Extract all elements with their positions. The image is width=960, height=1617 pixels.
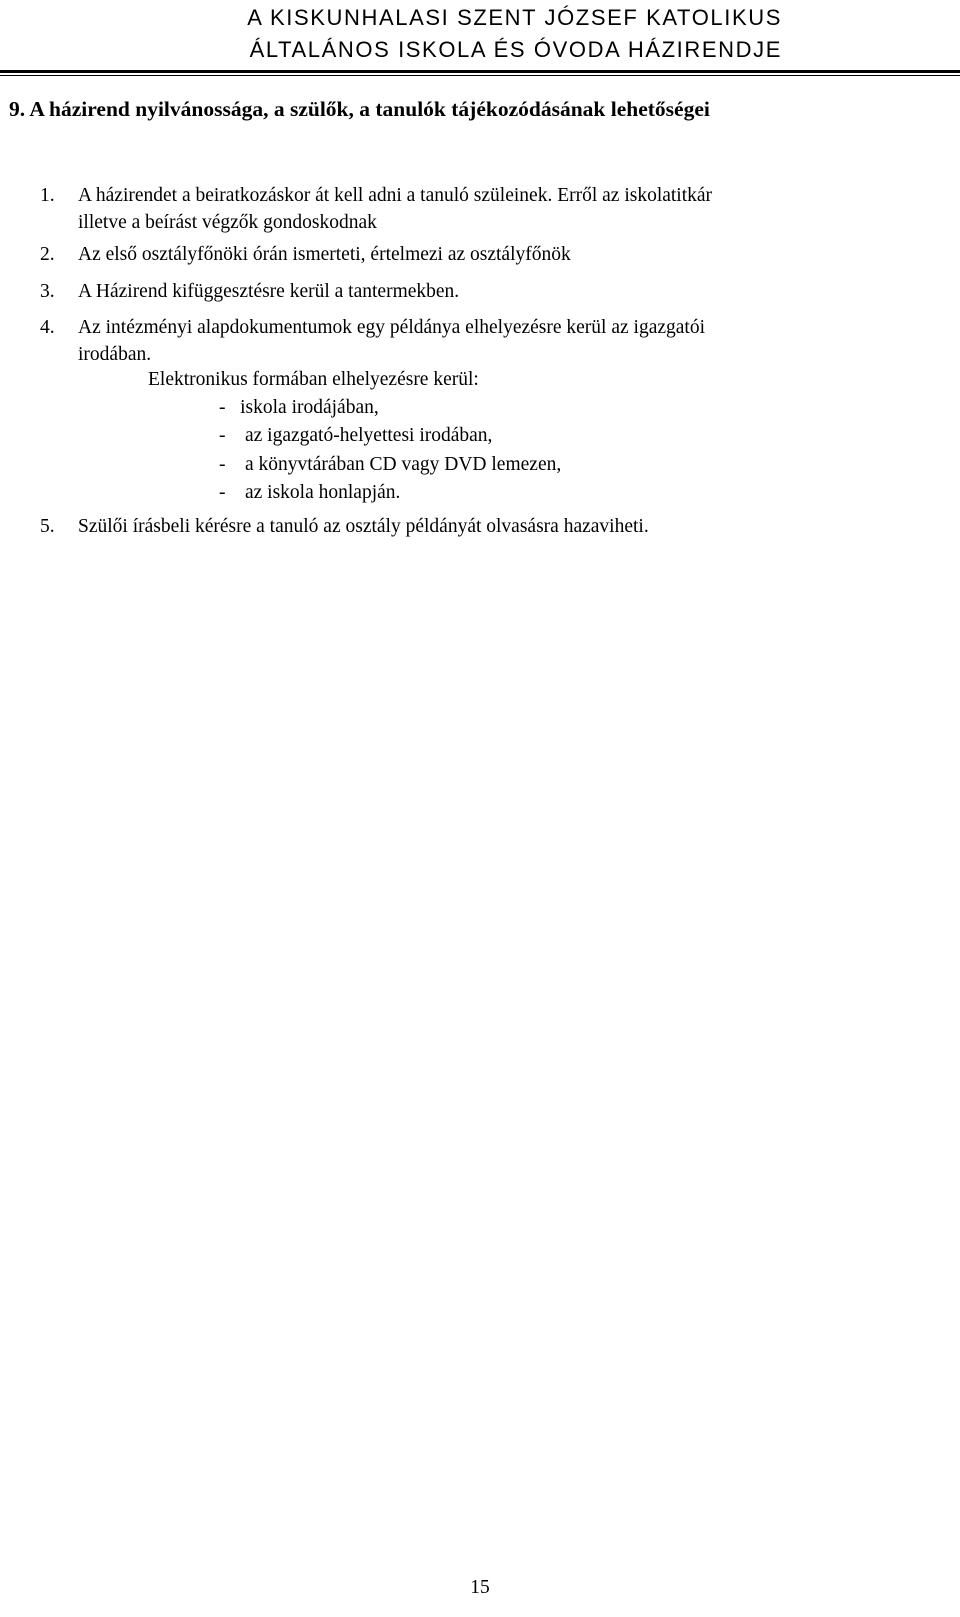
- header-rule-thin: [0, 75, 960, 76]
- item-text-line: irodában.: [78, 344, 152, 365]
- header-line-1: A KISKUNHALASI SZENT JÓZSEF KATOLIKUS: [247, 5, 782, 30]
- item-text-line: Az első osztályfőnöki órán ismerteti, értelmezi az osztályfőnök: [78, 244, 571, 265]
- item-number: 1.: [40, 185, 55, 206]
- electronic-bullet: - iskola irodájában,: [219, 397, 379, 418]
- item-number: 2.: [40, 244, 55, 265]
- header-line-2: ÁLTALÁNOS ISKOLA ÉS ÓVODA HÁZIRENDJE: [249, 37, 782, 62]
- electronic-intro: Elektronikus formában elhelyezésre kerül:: [148, 369, 479, 390]
- item-number: 4.: [40, 317, 55, 338]
- item-text-line: A Házirend kifüggesztésre kerül a tantermekben.: [78, 281, 460, 302]
- electronic-bullet: - a könyvtárában CD vagy DVD lemezen,: [219, 454, 562, 475]
- electronic-bullet: - az igazgató-helyettesi irodában,: [219, 425, 493, 446]
- page-number: 15: [470, 1577, 490, 1598]
- section-title: 9. A házirend nyilvánossága, a szülők, a tanulók tájékozódásának lehetőségei: [9, 97, 710, 121]
- header-rule-thick: [0, 70, 960, 73]
- item-number: 3.: [40, 281, 55, 302]
- item-text-line: illetve a beírást végzők gondoskodnak: [78, 212, 377, 233]
- item-text-line: Az intézményi alapdokumentumok egy példánya elhelyezésre kerül az igazgatói: [78, 317, 705, 338]
- item-text-line: A házirendet a beiratkozáskor át kell adni a tanuló szüleinek. Erről az iskolatitkár: [78, 185, 713, 206]
- item-text-line: Szülői írásbeli kérésre a tanuló az osztály példányát olvasásra hazaviheti.: [78, 516, 649, 537]
- item-number: 5.: [40, 516, 55, 537]
- electronic-bullet: - az iskola honlapján.: [219, 482, 401, 503]
